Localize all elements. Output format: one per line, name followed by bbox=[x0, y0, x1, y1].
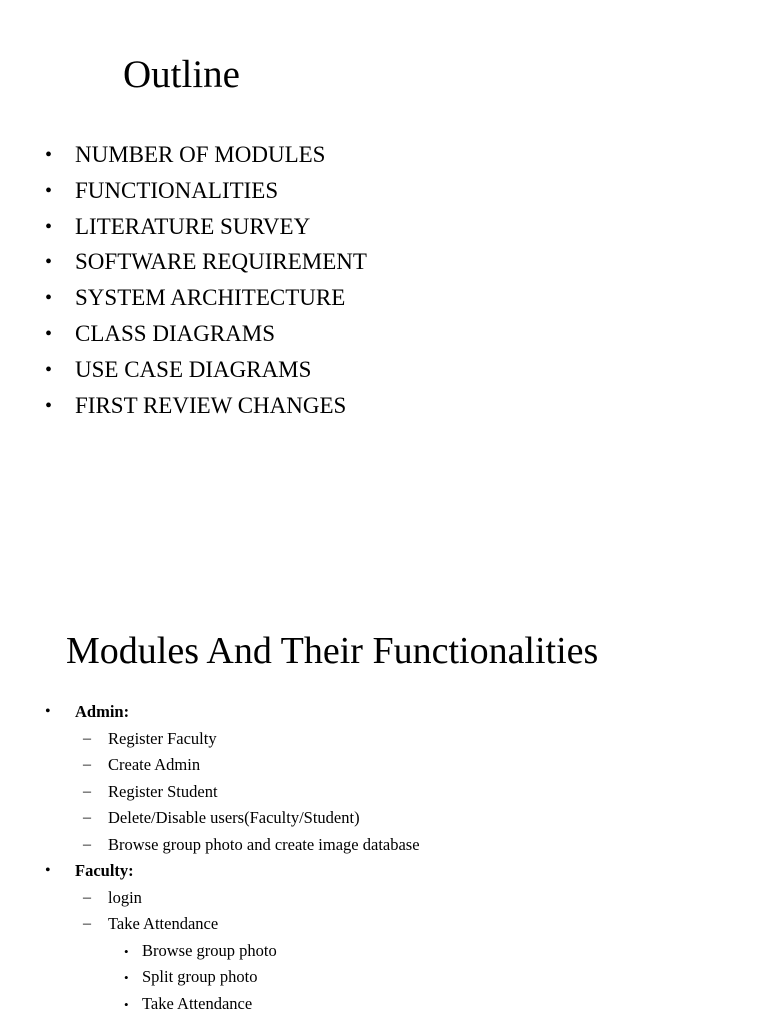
bullet-icon: • bbox=[45, 215, 53, 238]
sub-list-item-label: Take Attendance bbox=[142, 994, 253, 1014]
outline-item-label: SYSTEM ARCHITECTURE bbox=[75, 285, 346, 311]
outline-item bbox=[0, 356, 367, 392]
bullet-icon: • bbox=[45, 287, 53, 310]
outline-item bbox=[0, 320, 367, 356]
module-heading-faculty bbox=[0, 861, 420, 888]
list-item bbox=[0, 782, 420, 809]
outline-item bbox=[0, 248, 367, 284]
outline-item bbox=[0, 141, 367, 177]
dash-icon: – bbox=[83, 782, 91, 800]
dash-icon: – bbox=[83, 756, 91, 773]
dash-icon: – bbox=[83, 835, 91, 853]
bullet-icon: • bbox=[45, 322, 53, 345]
outline-item-label: USE CASE DIAGRAMS bbox=[75, 356, 312, 382]
sub-list-item-label: Browse group photo bbox=[142, 940, 277, 960]
outline-item-label: FUNCTIONALITIES bbox=[75, 177, 279, 203]
bullet-icon: • bbox=[45, 394, 53, 417]
list-item bbox=[0, 755, 420, 782]
outline-item-label: NUMBER OF MODULES bbox=[75, 142, 326, 167]
sub-list-item-label: Split group photo bbox=[142, 967, 258, 987]
dash-icon: – bbox=[83, 729, 91, 747]
outline-item bbox=[0, 284, 367, 320]
bullet-icon: • bbox=[45, 862, 51, 879]
dash-icon: – bbox=[83, 888, 91, 906]
list-item bbox=[0, 808, 420, 835]
list-item bbox=[0, 888, 420, 915]
bullet-icon: • bbox=[124, 997, 129, 1013]
outline-item-label: SOFTWARE REQUIREMENT bbox=[75, 249, 367, 275]
bullet-icon: • bbox=[124, 970, 129, 986]
bullet-icon: • bbox=[45, 179, 53, 202]
list-item bbox=[0, 914, 420, 941]
list-item-label: Take Attendance bbox=[108, 914, 219, 933]
dash-icon: – bbox=[83, 915, 91, 932]
bullet-icon: • bbox=[45, 703, 51, 720]
list-item bbox=[0, 729, 420, 756]
module-heading-label: Admin: bbox=[75, 702, 130, 721]
list-item-label: Create Admin bbox=[108, 755, 201, 774]
list-item bbox=[0, 835, 420, 862]
bullet-icon: • bbox=[45, 144, 53, 166]
list-item-label: Delete/Disable users(Faculty/Student) bbox=[108, 808, 360, 827]
modules-slide bbox=[0, 600, 768, 1024]
module-heading-admin bbox=[0, 702, 420, 729]
outline-item bbox=[0, 177, 367, 213]
list-item-label: Register Faculty bbox=[108, 728, 217, 748]
modules-title: Modules And Their Functionalities bbox=[66, 630, 599, 672]
sub-list-item bbox=[0, 967, 420, 994]
outline-item bbox=[0, 392, 367, 428]
sub-list-item bbox=[0, 994, 420, 1021]
list-item-label: Register Student bbox=[108, 781, 218, 801]
modules-list bbox=[0, 702, 420, 1021]
outline-item-label: FIRST REVIEW CHANGES bbox=[75, 392, 347, 418]
bullet-icon: • bbox=[45, 358, 53, 381]
outline-item bbox=[0, 213, 367, 249]
bullet-icon: • bbox=[45, 251, 53, 274]
list-item-label: Browse group photo and create image database bbox=[108, 834, 420, 854]
module-heading-label: Faculty: bbox=[75, 861, 134, 880]
outline-list bbox=[0, 141, 367, 427]
list-item-label: login bbox=[108, 887, 142, 907]
dash-icon: – bbox=[83, 809, 91, 826]
outline-item-label: LITERATURE SURVEY bbox=[75, 213, 311, 239]
outline-item-label: CLASS DIAGRAMS bbox=[75, 320, 276, 346]
bullet-icon: • bbox=[124, 943, 129, 959]
sub-list-item bbox=[0, 941, 420, 968]
outline-title: Outline bbox=[123, 53, 240, 96]
